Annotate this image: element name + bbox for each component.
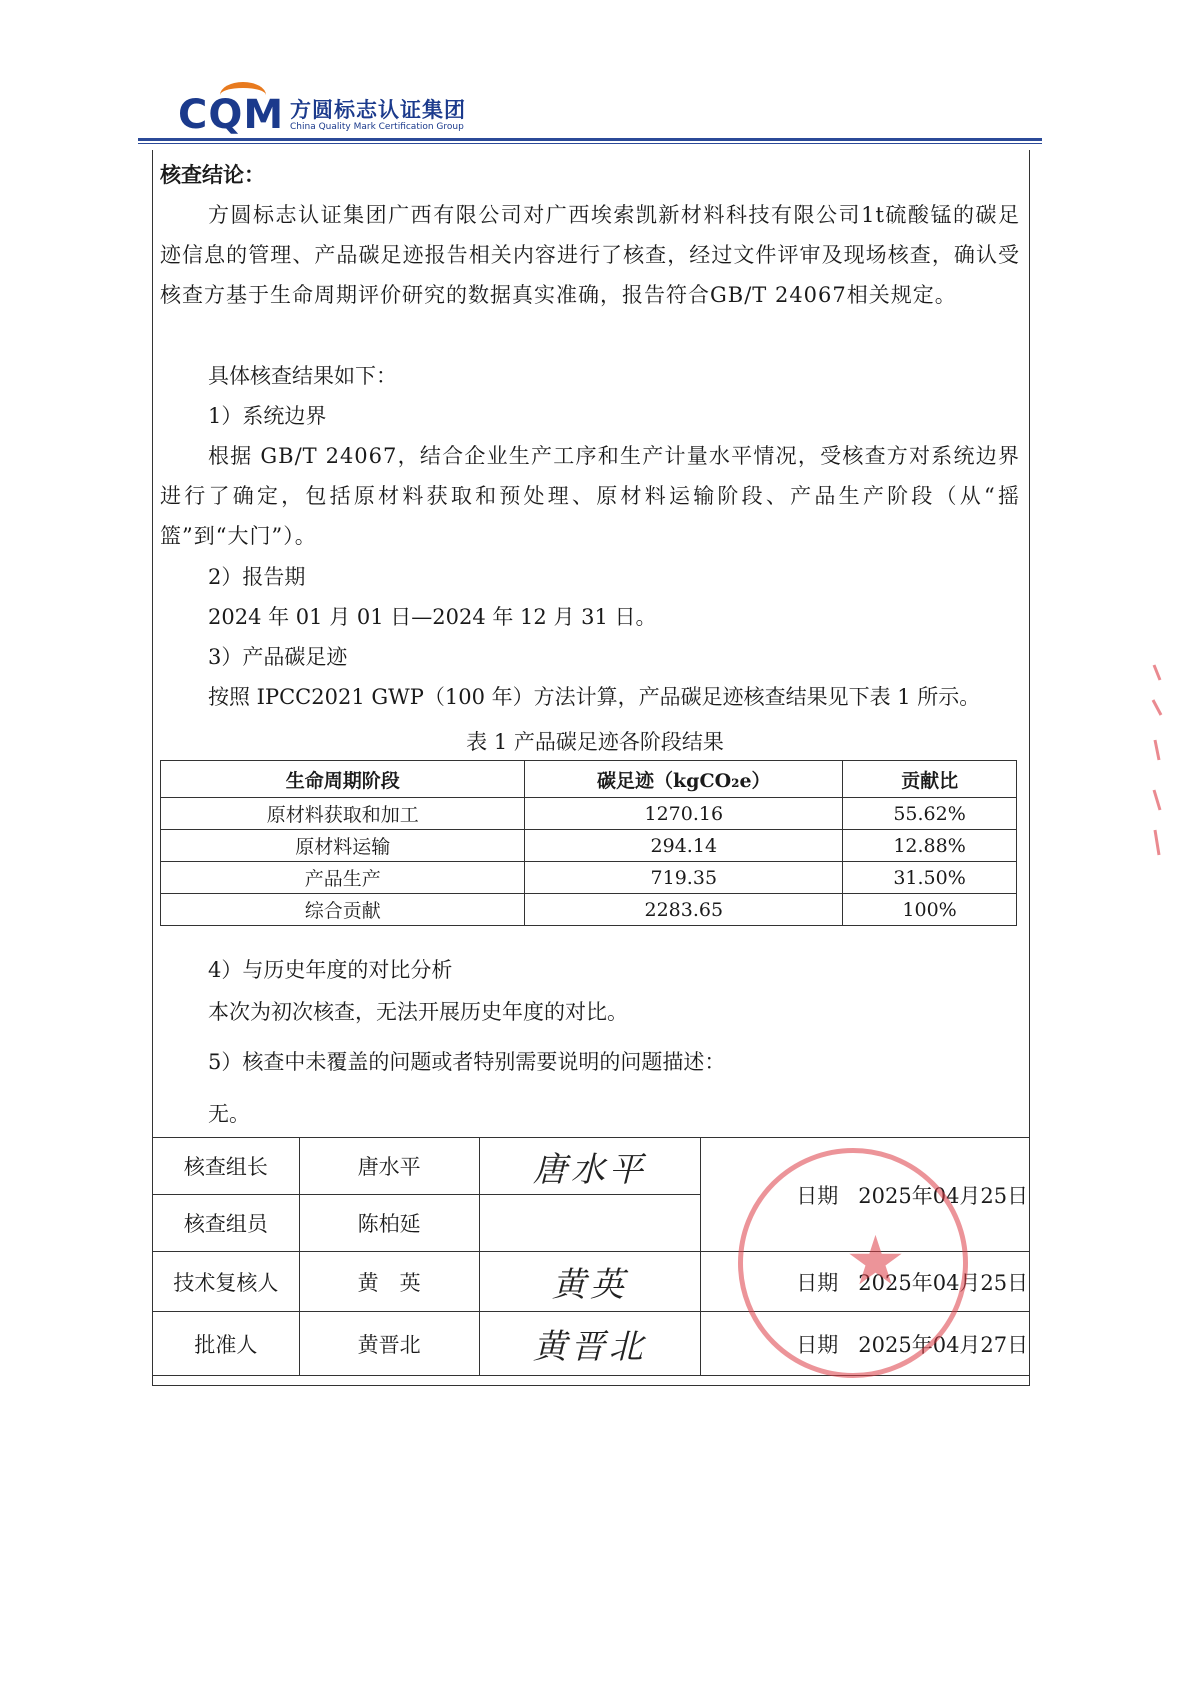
role-cell: 核查组员 bbox=[153, 1195, 300, 1252]
org-name-cn: 方圆标志认证集团 bbox=[290, 98, 466, 122]
table-row bbox=[161, 862, 1017, 894]
table-row bbox=[161, 830, 1017, 862]
date-value: 2025年04月27日 bbox=[858, 1332, 1029, 1357]
s1-title: 1）系统边界 bbox=[208, 404, 327, 428]
s4-body: 本次为初次核查，无法开展历史年度的对比。 bbox=[208, 1000, 628, 1024]
signature-cell bbox=[479, 1312, 701, 1376]
table-row bbox=[161, 798, 1017, 830]
cell-share: 100% bbox=[843, 894, 1017, 926]
s2-title: 2）报告期 bbox=[208, 565, 306, 589]
date-value: 2025年04月25日 bbox=[858, 1183, 1029, 1208]
s3-body: 按照 IPCC2021 GWP（100 年）方法计算，产品碳足迹核查结果见下表 1 所示。 bbox=[208, 685, 981, 709]
signature-cell bbox=[479, 1252, 701, 1312]
role-cell: 批准人 bbox=[153, 1312, 300, 1376]
role-cell: 技术复核人 bbox=[153, 1252, 300, 1312]
signature-handwritten: 黄英 bbox=[551, 1265, 628, 1305]
date-value: 2025年04月25日 bbox=[858, 1270, 1029, 1295]
col-header-footprint: 碳足迹（kgCO₂e） bbox=[525, 761, 843, 798]
section-title: 核查结论： bbox=[160, 162, 265, 187]
date-label: 日期 bbox=[796, 1332, 839, 1357]
table-header-row bbox=[161, 761, 1017, 798]
signature-handwritten: 唐水平 bbox=[532, 1149, 647, 1190]
seal-star-icon: ★ bbox=[845, 1222, 906, 1301]
cell-footprint: 294.14 bbox=[525, 830, 843, 862]
cell-share: 31.50% bbox=[843, 862, 1017, 894]
signature-handwritten: 黄晋北 bbox=[532, 1327, 647, 1367]
cell-footprint: 2283.65 bbox=[525, 894, 843, 926]
s3-title: 3）产品碳足迹 bbox=[208, 645, 348, 669]
col-header-stage: 生命周期阶段 bbox=[161, 761, 525, 798]
name-cell: 唐水平 bbox=[299, 1138, 479, 1195]
carbon-footprint-table bbox=[160, 760, 1017, 926]
s1-body: 根据 GB/T 24067，结合企业生产工序和生产计量水平情况，受核查方对系统边界进行了确定，包括原材料获取和预处理、原材料运输阶段、产品生产阶段（从“摇篮”到“大门”）。 bbox=[160, 444, 1020, 548]
table-row bbox=[161, 894, 1017, 926]
intro-paragraph: 方圆标志认证集团广西有限公司对广西埃索凯新材料科技有限公司1t硫酸锰的碳足迹信息的管理、产品碳足迹报告相关内容进行了核查，经过文件评审及现场核查，确认受核查方基于生命周期评价研究的数据真实准确，报告符合GB/T 24067相关规定。 bbox=[160, 203, 1020, 307]
cell-footprint: 1270.16 bbox=[525, 798, 843, 830]
letterhead bbox=[178, 82, 1038, 138]
cell-stage: 产品生产 bbox=[161, 862, 525, 894]
cell-stage: 综合贡献 bbox=[161, 894, 525, 926]
edge-seal-fragment-icon bbox=[1150, 660, 1164, 860]
name-cell: 陈柏延 bbox=[299, 1195, 479, 1252]
s4-title: 4）与历史年度的对比分析 bbox=[208, 958, 453, 982]
header-rule-thick bbox=[138, 138, 1042, 141]
s2-body: 2024 年 01 月 01 日—2024 年 12 月 31 日。 bbox=[208, 605, 657, 629]
table1-caption: 表 1 产品碳足迹各阶段结果 bbox=[466, 730, 724, 754]
cell-footprint: 719.35 bbox=[525, 862, 843, 894]
cell-stage: 原材料获取和加工 bbox=[161, 798, 525, 830]
role-cell: 核查组长 bbox=[153, 1138, 300, 1195]
date-label: 日期 bbox=[796, 1183, 839, 1208]
cell-share: 12.88% bbox=[843, 830, 1017, 862]
signature-cell bbox=[479, 1138, 701, 1195]
header-rule-thin bbox=[138, 143, 1042, 144]
s5-title: 5）核查中未覆盖的问题或者特别需要说明的问题描述： bbox=[208, 1050, 726, 1074]
s5-body: 无。 bbox=[208, 1102, 250, 1126]
col-header-share: 贡献比 bbox=[843, 761, 1017, 798]
logo-cqm: CQM bbox=[178, 92, 285, 138]
org-name-en: China Quality Mark Certification Group bbox=[290, 122, 464, 132]
name-cell: 黄 英 bbox=[299, 1252, 479, 1312]
signature-cell bbox=[479, 1195, 701, 1252]
name-cell: 黄晋北 bbox=[299, 1312, 479, 1376]
cell-stage: 原材料运输 bbox=[161, 830, 525, 862]
results-intro: 具体核查结果如下： bbox=[208, 364, 397, 388]
cell-share: 55.62% bbox=[843, 798, 1017, 830]
date-label: 日期 bbox=[796, 1270, 839, 1295]
